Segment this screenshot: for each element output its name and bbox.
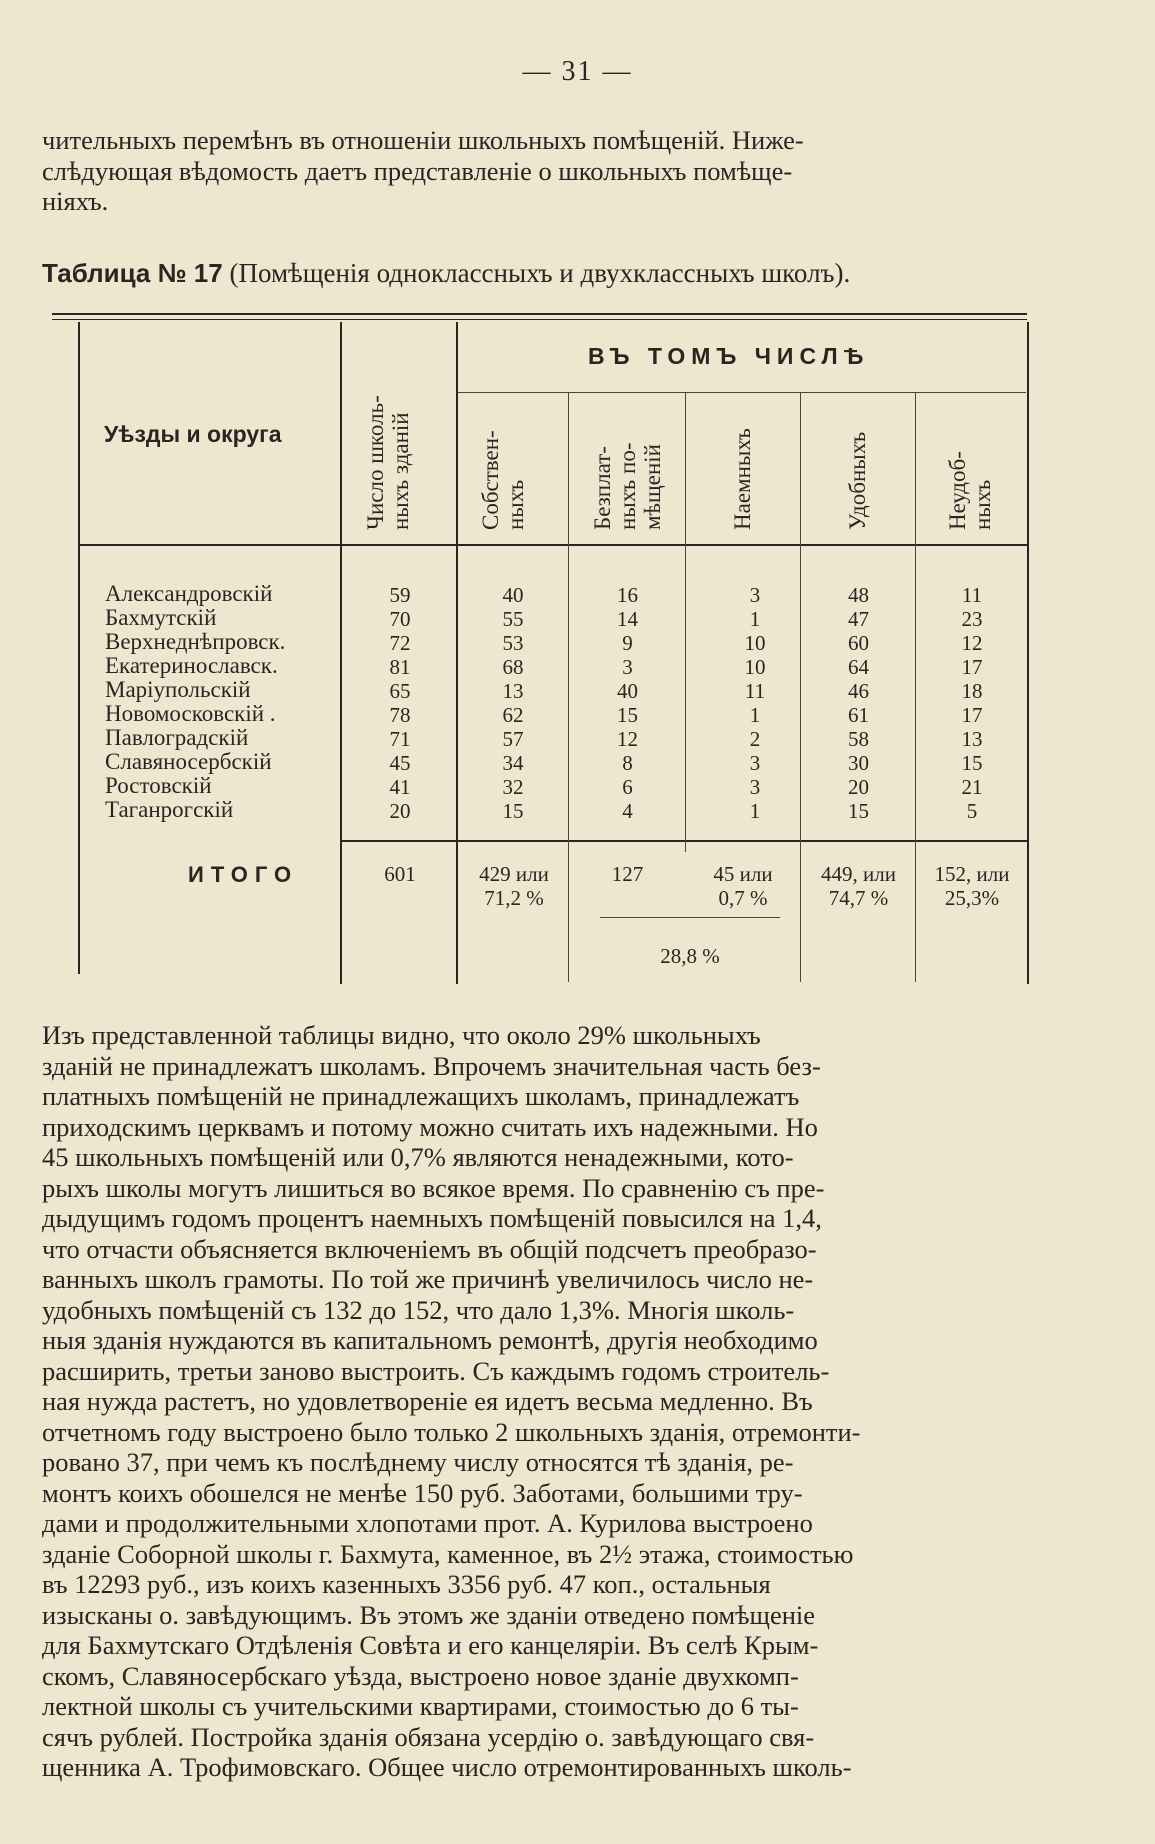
header-group: ВЪ ТОМЪ ЧИСЛѢ (588, 343, 870, 369)
col-divider-4 (685, 392, 686, 852)
cell-suitable: 48 (848, 583, 869, 607)
table-header-rule (78, 544, 1028, 546)
cell-suitable: 61 (848, 703, 869, 727)
cell-own: 57 (502, 727, 524, 751)
cell-free: 40 (617, 679, 638, 703)
cell-rented: 10 (744, 631, 766, 655)
cell-free: 14 (617, 607, 638, 631)
cell-rented: 10 (744, 655, 766, 679)
cell-suitable: 30 (848, 751, 869, 775)
row-name: Александровскій (105, 581, 273, 606)
total-label: ИТОГО (188, 862, 299, 887)
row-name: Новомосковскій . (105, 701, 276, 726)
cell-free: 8 (622, 751, 633, 775)
row-name: Екатеринославск. (105, 653, 278, 678)
cell-unsuitable: 12 (961, 631, 983, 655)
cell-suitable: 20 (848, 775, 869, 799)
table-left-border (78, 322, 80, 974)
cell-unsuitable: 13 (961, 727, 983, 751)
cell-own: 55 (502, 607, 524, 631)
cell-free: 3 (622, 655, 633, 679)
total-free: 127 (611, 862, 644, 886)
cell-own: 53 (502, 631, 524, 655)
body-paragraph: Изъ представленной таблицы видно, что около 29% школьныхъ зданій не принадлежатъ школамъ. Впрочемъ значительная часть без- платныхъ помѣщеній не принадлежащихъ школамъ, принадлежатъ приходскимъ церквамъ и потому можно считать ихъ надежными. Но 45 школьныхъ помѣщеній или 0,7% являются ненадежными, кото- рыхъ школы могутъ лишиться во всякое время. По сравненію съ пре- дыдущимъ годомъ процентъ наемныхъ помѣщеній повысился на 1,4, что отчасти объясняется включеніемъ въ общій подсчетъ преобразо- ванныхъ школъ грамоты. По той же причинѣ увеличилось число не- удобныхъ помѣщеній съ 132 до 152, что дало 1,3%. Многія школь- ныя зданія нуждаются въ капитальномъ ремонтѣ, другія необходимо расширить, третьи заново выстроить. Съ каждымъ годомъ строитель- ная нужда растетъ, но удовлетвореніе ея идетъ весьма медленно. Въ отчетномъ году выстроено было только 2 школьныхъ зданія, отремонти- ровано 37, при чемъ къ послѣднему числу относятся тѣ зданія, ре- монтъ коихъ обошелся не менѣе 150 руб. Заботами, большими тру- дами и продолжительными хлопотами прот. А. Курилова выстроено зданіе Соборной школы г. Бахмута, каменное, въ 2½ этажа, стоимостью въ 12293 руб., изъ коихъ казенныхъ 3356 руб. 47 коп., остальныя изысканы о. завѣдующимъ. Въ этомъ же зданіи отведено помѣщеніе для Бахмутскаго Отдѣленія Совѣта и его канцеляріи. Въ селѣ Крым- скомъ, Славяносербскаго уѣзда, выстроено новое зданіе двухкомп- лектной школы съ учительскими квартирами, стоимостью до 6 ты- сячъ рублей. Постройка зданія обязана усердію о. завѣдующаго свя- щенника А. Трофимовскаго. Общее число отремонтированныхъ школь- (42, 1020, 861, 1782)
cell-suitable: 64 (848, 655, 869, 679)
cell-rented: 1 (749, 703, 761, 727)
cell-suitable: 15 (848, 799, 869, 823)
cell-unsuitable: 5 (966, 799, 978, 823)
cell-own: 62 (502, 703, 524, 727)
cell-suitable: 60 (848, 631, 869, 655)
cell-total: 45 (389, 751, 411, 775)
cell-unsuitable: 17 (961, 703, 983, 727)
header-free: Безплат- ныхъ по- мѣщеній (590, 442, 665, 530)
row-name: Таганрогскій (105, 797, 234, 822)
cell-rented: 2 (749, 727, 761, 751)
cell-rented: 1 (749, 799, 761, 823)
row-name: Ростовскій (105, 773, 212, 798)
cell-own: 40 (502, 583, 524, 607)
table-caption (42, 258, 850, 289)
cell-free: 9 (622, 631, 633, 655)
total-suitable: 449, или 74,7 % (821, 862, 896, 910)
header-rented: Наемныхъ (730, 428, 755, 530)
cell-total: 70 (389, 607, 411, 631)
cell-unsuitable: 21 (961, 775, 983, 799)
total-unsuitable: 152, или 25,3% (934, 862, 1010, 910)
cell-free: 15 (617, 703, 638, 727)
cell-rented: 3 (749, 775, 761, 799)
table-total-rule (340, 840, 1027, 842)
row-name: Павлоградскій (105, 725, 249, 750)
cell-own: 15 (502, 799, 524, 823)
row-name: Верхнеднѣпровск. (105, 629, 286, 654)
total-rented: 45 или 0,7 % (713, 862, 773, 910)
table-right-border (1027, 322, 1029, 984)
cell-rented: 3 (749, 583, 761, 607)
row-name: Славяносербскій (105, 749, 272, 774)
cell-own: 32 (502, 775, 524, 799)
group-header-rule (456, 392, 1026, 393)
cell-unsuitable: 18 (961, 679, 983, 703)
cell-suitable: 58 (848, 727, 869, 751)
row-name: Маріупольскій (105, 677, 251, 702)
cell-total: 78 (389, 703, 411, 727)
cell-total: 81 (389, 655, 411, 679)
table-top-rule (52, 313, 1027, 315)
col-divider-1 (340, 322, 342, 984)
cell-free: 4 (622, 799, 633, 823)
cell-total: 20 (389, 799, 411, 823)
table-top-rule-2 (52, 319, 1027, 320)
cell-own: 68 (502, 655, 524, 679)
header-unsuitable: Неудоб- ныхъ (945, 451, 995, 530)
cell-free: 12 (617, 727, 638, 751)
cell-suitable: 46 (848, 679, 869, 703)
table-caption-label: Таблица № 17 (42, 258, 223, 288)
total-total: 601 (384, 862, 416, 886)
header-district: Уѣзды и округа (104, 421, 282, 447)
cell-free: 6 (622, 775, 633, 799)
cell-suitable: 47 (848, 607, 869, 631)
cell-total: 41 (389, 775, 411, 799)
total-own: 429 или 71,2 % (479, 862, 549, 910)
cell-total: 65 (389, 679, 411, 703)
cell-own: 34 (502, 751, 524, 775)
total-combined-percent: 28,8 % (660, 944, 720, 968)
cell-free: 16 (617, 583, 638, 607)
row-name: Бахмутскій (105, 605, 217, 630)
cell-rented: 3 (749, 751, 761, 775)
cell-own: 13 (502, 679, 524, 703)
cell-total: 59 (389, 583, 411, 607)
header-total: Число школь- ныхъ зданій (363, 395, 413, 530)
cell-rented: 11 (744, 679, 766, 703)
header-own: Собствен- ныхъ (478, 430, 528, 530)
cell-total: 72 (389, 631, 411, 655)
cell-total: 71 (389, 727, 411, 751)
col-divider-6 (915, 392, 916, 982)
cell-unsuitable: 11 (961, 583, 983, 607)
cell-unsuitable: 17 (961, 655, 983, 679)
intro-paragraph: чительныхъ перемѣнъ въ отношеніи школьныхъ помѣщеній. Ниже- слѣдующая вѣдомость даетъ представленіе о школьныхъ помѣще- ніяхъ. (42, 125, 804, 216)
table-caption-text: (Помѣщенія одноклассныхъ и двухклассныхъ школъ). (229, 258, 851, 288)
cell-unsuitable: 23 (961, 607, 983, 631)
combined-percent-rule (600, 917, 780, 918)
header-suitable: Удобныхъ (845, 431, 870, 530)
cell-unsuitable: 15 (961, 751, 983, 775)
cell-rented: 1 (749, 607, 761, 631)
page-number: — 31 — (522, 56, 633, 87)
